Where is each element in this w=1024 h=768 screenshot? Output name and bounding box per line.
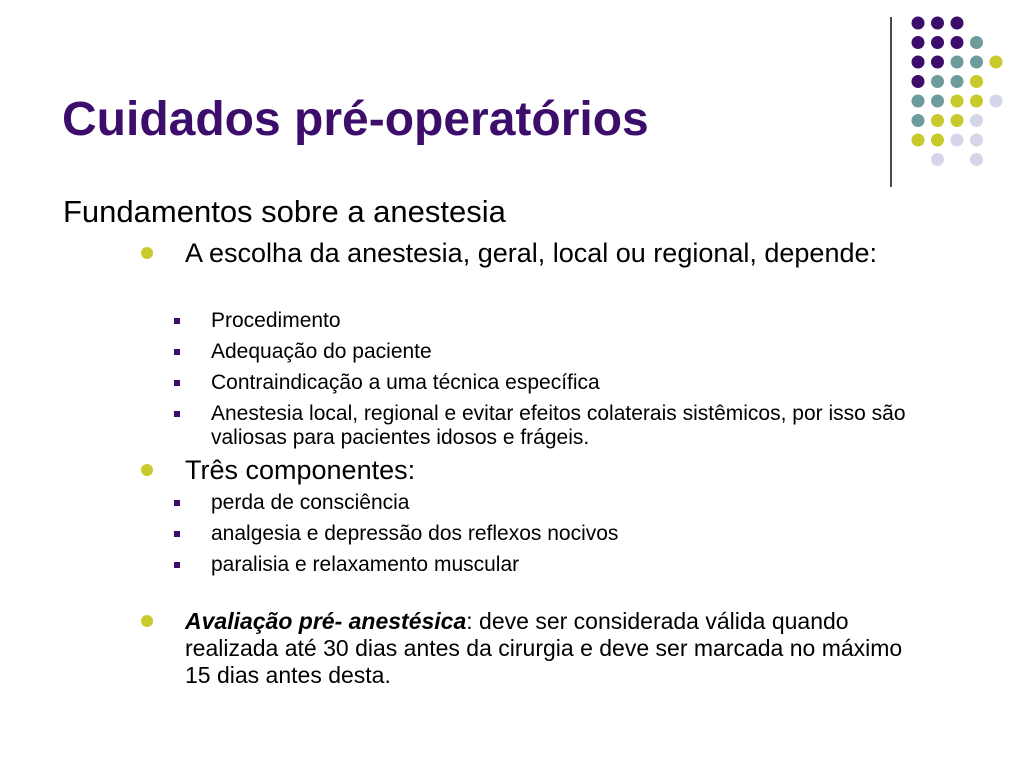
sub-item-analgesia <box>211 522 971 546</box>
decorative-dot <box>931 153 944 166</box>
sub-item-text: Contraindicação a uma técnica específica <box>211 371 600 394</box>
sub-item-text: Anestesia local, regional e evitar efeitos colaterais sistêmicos, por isso são valiosas para pacientes idosos e frágeis. <box>211 402 906 449</box>
decorative-dot <box>931 56 944 69</box>
decorative-dot <box>970 95 983 108</box>
sub-item-local-regional <box>211 402 971 450</box>
square-bullet-icon <box>174 500 180 506</box>
decorative-dot <box>951 95 964 108</box>
decorative-dot <box>990 95 1003 108</box>
round-bullet-icon <box>141 247 153 259</box>
decorative-dot <box>970 114 983 127</box>
decorative-dot <box>970 36 983 49</box>
bullet-anesthesia-choice <box>185 238 915 269</box>
bullet-text: A escolha da anestesia, geral, local ou regional, depende: <box>185 238 877 268</box>
sub-item-patient-suitability <box>211 340 971 364</box>
decorative-dot <box>912 56 925 69</box>
sub-item-paralysis <box>211 553 971 577</box>
sub-item-contraindication <box>211 371 971 395</box>
bullet-text: : deve ser considerada válida quando realizada até 30 dias antes da cirurgia e deve ser marcada no máximo 15 dias antes desta. <box>185 608 903 688</box>
bullet-pre-anesthetic-evaluation <box>185 608 905 689</box>
decorative-dot <box>931 36 944 49</box>
square-bullet-icon <box>174 531 180 537</box>
decorative-dot <box>912 75 925 88</box>
bullet-emphasis: Avaliação pré- anestésica <box>185 608 467 634</box>
square-bullet-icon <box>174 411 180 417</box>
decorative-dot <box>990 56 1003 69</box>
decorative-dot <box>931 17 944 30</box>
bullet-text: Três componentes: <box>185 455 416 485</box>
decorative-dot <box>951 134 964 147</box>
sub-item-text: Procedimento <box>211 309 341 332</box>
decorative-dot <box>951 36 964 49</box>
decorative-dot <box>912 36 925 49</box>
decorative-dot <box>951 56 964 69</box>
slide-title: Cuidados pré-operatórios <box>62 93 649 146</box>
decorative-dot <box>951 75 964 88</box>
square-bullet-icon <box>174 349 180 355</box>
round-bullet-icon <box>141 615 153 627</box>
square-bullet-icon <box>174 562 180 568</box>
sub-item-procedure <box>211 309 971 333</box>
decorative-dot <box>931 95 944 108</box>
sub-item-text: perda de consciência <box>211 491 410 514</box>
decorative-dot <box>970 134 983 147</box>
decorative-dot <box>951 114 964 127</box>
sub-item-loss-of-consciousness <box>211 491 971 515</box>
decorative-dot <box>931 114 944 127</box>
decorative-dot <box>931 134 944 147</box>
decorative-dot-grid <box>0 0 1024 200</box>
decorative-dot <box>970 56 983 69</box>
sub-item-text: paralisia e relaxamento muscular <box>211 553 520 576</box>
square-bullet-icon <box>174 318 180 324</box>
decorative-dot <box>951 17 964 30</box>
round-bullet-icon <box>141 464 153 476</box>
sub-item-text: analgesia e depressão dos reflexos nocivos <box>211 522 619 545</box>
decorative-dot <box>931 75 944 88</box>
decorative-dot <box>912 95 925 108</box>
sub-item-text: Adequação do paciente <box>211 340 432 363</box>
decorative-dot <box>912 134 925 147</box>
decorative-dot <box>912 114 925 127</box>
decorative-dot <box>970 75 983 88</box>
decorative-dot <box>912 17 925 30</box>
decorative-dot <box>970 153 983 166</box>
square-bullet-icon <box>174 380 180 386</box>
section-subheading: Fundamentos sobre a anestesia <box>63 194 506 229</box>
bullet-three-components <box>185 455 915 486</box>
